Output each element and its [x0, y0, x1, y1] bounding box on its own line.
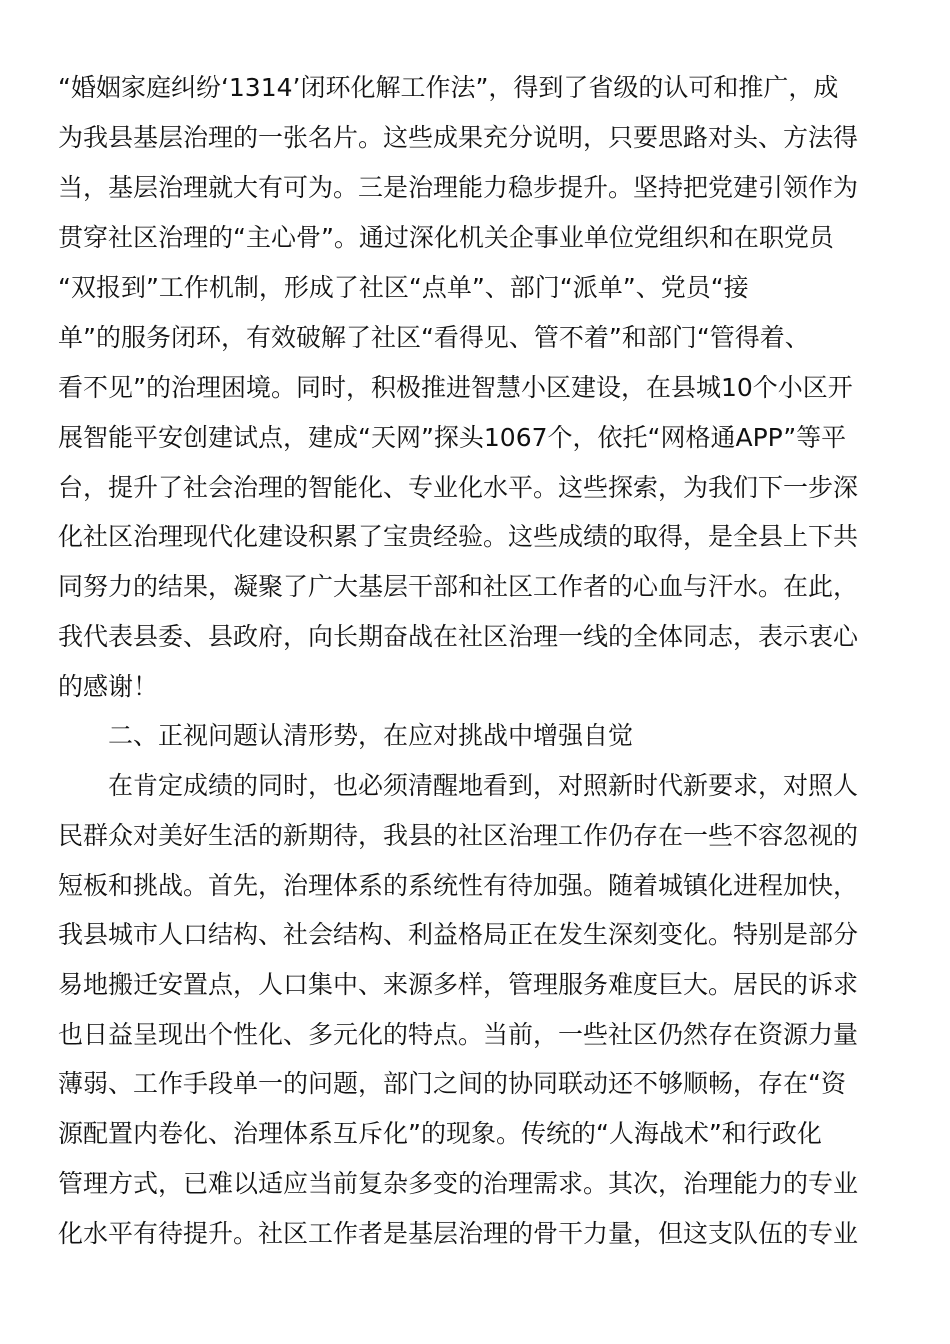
- text-line: “婚姻家庭纠纷‘1314’闭环化解工作法”，得到了省级的认可和推广，成: [58, 73, 839, 102]
- text-line: 看不见”的治理困境。同时，积极推进智慧小区建设，在县城10个小区开: [58, 373, 853, 402]
- text-line: 易地搬迁安置点，人口集中、来源多样，管理服务难度巨大。居民的诉求: [58, 970, 859, 999]
- text-line: 当，基层治理就大有可为。三是治理能力稳步提升。坚持把党建引领作为: [58, 173, 859, 202]
- text-line: “双报到”工作机制，形成了社区“点单”、部门“派单”、党员“接: [58, 273, 749, 302]
- text-line: 管理方式，已难以适应当前复杂多变的治理需求。其次，治理能力的专业: [58, 1169, 859, 1198]
- text-line: 在肯定成绩的同时，也必须清醒地看到，对照新时代新要求，对照人: [108, 771, 859, 800]
- text-line: 我县城市人口结构、社会结构、利益格局正在发生深刻变化。特别是部分: [58, 920, 859, 949]
- text-line: 台，提升了社会治理的智能化、专业化水平。这些探索，为我们下一步深: [58, 473, 859, 502]
- text-line: 源配置内卷化、治理体系互斥化”的现象。传统的“人海战术”和行政化: [58, 1119, 822, 1148]
- text-line: 我代表县委、县政府，向长期奋战在社区治理一线的全体同志，表示衷心: [58, 622, 859, 651]
- text-line: 化社区治理现代化建设积累了宝贵经验。这些成绩的取得，是全县上下共: [58, 522, 859, 551]
- text-line: 单”的服务闭环，有效破解了社区“看得见、管不着”和部门“管得着、: [58, 323, 810, 352]
- text-line: 也日益呈现出个性化、多元化的特点。当前，一些社区仍然存在资源力量: [58, 1020, 859, 1049]
- section-heading: 二、正视问题认清形势，在应对挑战中增强自觉: [108, 721, 634, 750]
- text-line: 薄弱、工作手段单一的问题，部门之间的协同联动还不够顺畅，存在“资: [58, 1069, 846, 1098]
- text-line: 民群众对美好生活的新期待，我县的社区治理工作仍存在一些不容忽视的: [58, 821, 859, 850]
- text-line: 短板和挑战。首先，治理体系的系统性有待加强。随着城镇化进程加快，: [58, 871, 859, 900]
- text-line: 的感谢！: [58, 672, 159, 701]
- text-line: 同努力的结果，凝聚了广大基层干部和社区工作者的心血与汗水。在此，: [58, 572, 859, 601]
- text-line: 展智能平安创建试点，建成“天网”探头1067个，依托“网格通APP”等平: [58, 423, 847, 452]
- text-line: 化水平有待提升。社区工作者是基层治理的骨干力量，但这支队伍的专业: [58, 1219, 859, 1248]
- text-line: 为我县基层治理的一张名片。这些成果充分说明，只要思路对头、方法得: [58, 123, 859, 152]
- text-line: 贯穿社区治理的“主心骨”。通过深化机关企事业单位党组织和在职党员: [58, 223, 834, 252]
